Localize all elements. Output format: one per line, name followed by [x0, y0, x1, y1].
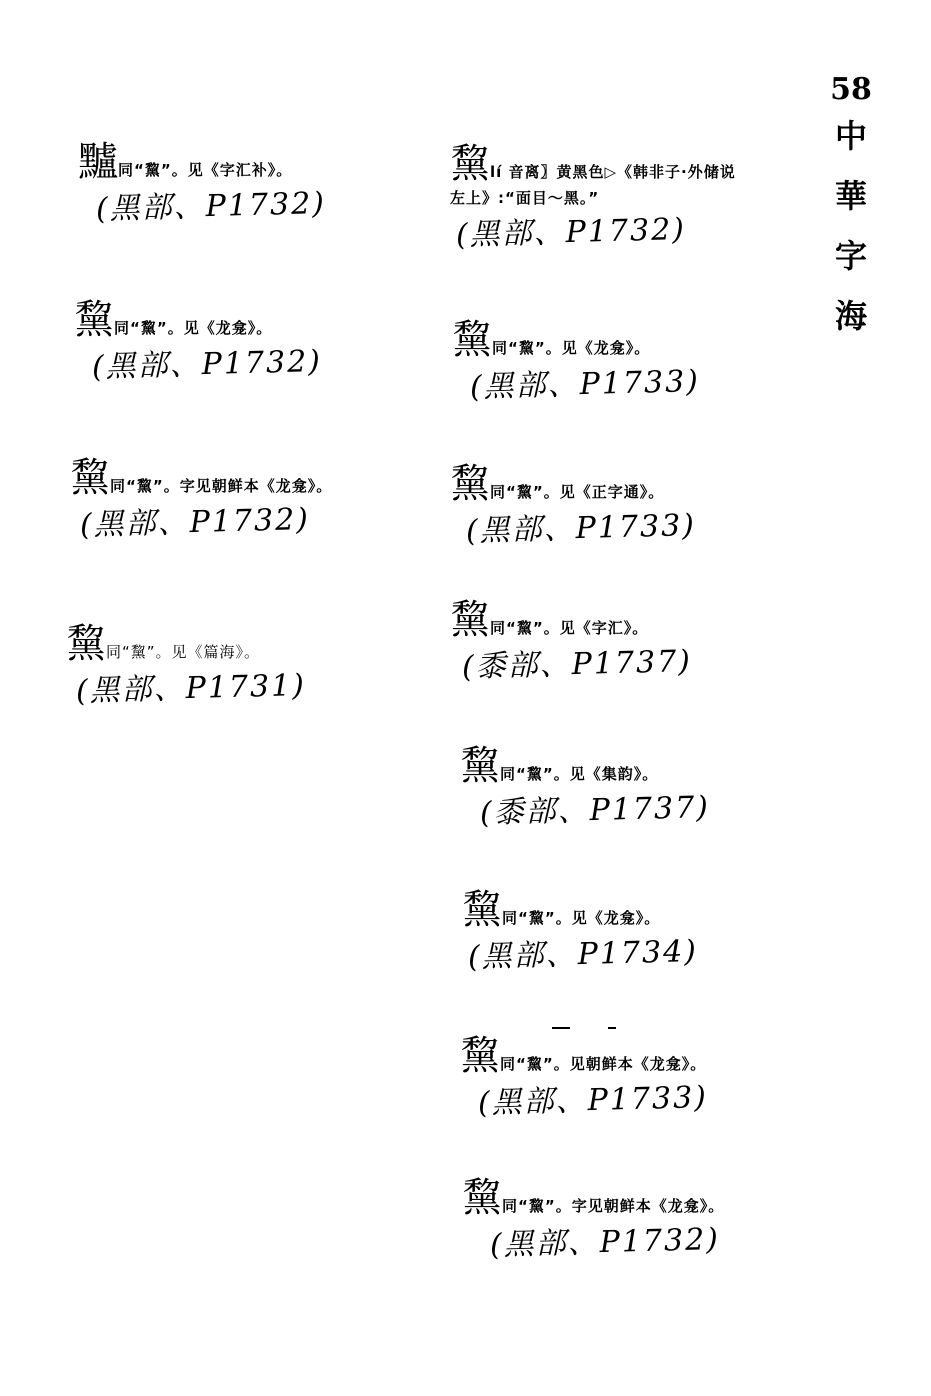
dictionary-entry	[450, 462, 750, 550]
entry-definition: 同“黧”。字见朝鲜本《龙龛》。	[110, 477, 333, 495]
entry-headline	[78, 140, 398, 184]
dictionary-entry	[460, 1034, 780, 1122]
entry-definition: 同“黧”。见朝鲜本《龙龛》。	[500, 1055, 707, 1073]
entry-definition: 同“黧”。见《龙龛》。	[114, 319, 273, 337]
dictionary-entry	[66, 622, 386, 710]
dictionary-entry	[440, 142, 740, 254]
handwritten-note: (黑部、P1732)	[91, 343, 323, 385]
head-character: 黧	[462, 1175, 502, 1221]
handwritten-note: (黍部、P1737)	[479, 789, 711, 831]
handwritten-note: (黑部、P1731)	[75, 667, 307, 709]
book-title-char: 海	[834, 297, 867, 335]
entry-headline	[440, 142, 740, 210]
book-title-char: 中	[834, 117, 867, 155]
entry-headline	[450, 462, 750, 506]
dictionary-entry	[452, 318, 752, 406]
entry-headline	[66, 622, 386, 666]
entry-definition: 同“黧”。见《集韵》。	[500, 765, 659, 783]
head-character: 黧	[74, 297, 114, 343]
head-character: 黧	[70, 455, 110, 501]
entry-definition: lí 音离〗黄黑色▷《韩非子·外储说左上》:“面目～黑。”	[450, 163, 736, 207]
entry-definition: 同“黧”。见《字汇补》。	[118, 161, 293, 179]
handwritten-note: (黑部、P1732)	[95, 185, 327, 227]
dictionary-entry	[50, 456, 350, 544]
head-character: 黧	[450, 141, 490, 187]
head-character: 黧	[450, 597, 490, 643]
entry-headline	[74, 298, 394, 342]
head-character: 黧	[460, 1033, 500, 1079]
page-number: 58	[830, 72, 872, 107]
entry-headline	[462, 888, 762, 932]
dictionary-entry	[450, 598, 750, 686]
entry-headline	[452, 318, 752, 362]
handwritten-note: (黑部、P1734)	[467, 933, 699, 975]
entry-headline	[50, 456, 350, 500]
entry-definition: 同“黧”。见《字汇》。	[490, 619, 649, 637]
entry-definition: 同“黧”。见《正字通》。	[490, 483, 665, 501]
entry-definition: 同“黧”。字见朝鲜本《龙龛》。	[502, 1197, 725, 1215]
separator-marks	[552, 1027, 616, 1030]
entry-headline	[460, 744, 760, 788]
entry-headline	[444, 1176, 754, 1220]
entry-definition: 同“黧”。见《龙龛》。	[492, 339, 651, 357]
head-character: 黧	[452, 317, 492, 363]
dictionary-entry	[74, 298, 394, 386]
handwritten-note: (黑部、P1733)	[477, 1079, 709, 1121]
handwritten-note: (黑部、P1732)	[79, 501, 311, 543]
dictionary-entry	[460, 744, 760, 832]
entry-headline	[450, 598, 750, 642]
handwritten-note: (黍部、P1737)	[461, 643, 693, 685]
entry-headline	[460, 1034, 780, 1078]
book-title	[835, 106, 867, 346]
head-character: 黧	[462, 887, 502, 933]
handwritten-note: (黑部、P1733)	[469, 363, 701, 405]
head-character: 黸	[78, 139, 118, 185]
dictionary-entry	[78, 140, 398, 228]
page-header	[826, 74, 876, 346]
entry-definition: 同“黧”。见《龙龛》。	[502, 909, 661, 927]
handwritten-note: (黑部、P1732)	[489, 1221, 721, 1263]
handwritten-note: (黑部、P1733)	[465, 507, 697, 549]
dictionary-entry	[444, 1176, 754, 1264]
dictionary-entry	[462, 888, 762, 976]
entry-definition: 同“黧”。见《篇海》。	[106, 643, 261, 661]
handwritten-note: (黑部、P1732)	[455, 211, 687, 253]
head-character: 黧	[460, 743, 500, 789]
head-character: 黧	[66, 621, 106, 667]
book-title-char: 華	[834, 177, 867, 215]
head-character: 黧	[450, 461, 490, 507]
book-title-char: 字	[834, 237, 867, 275]
